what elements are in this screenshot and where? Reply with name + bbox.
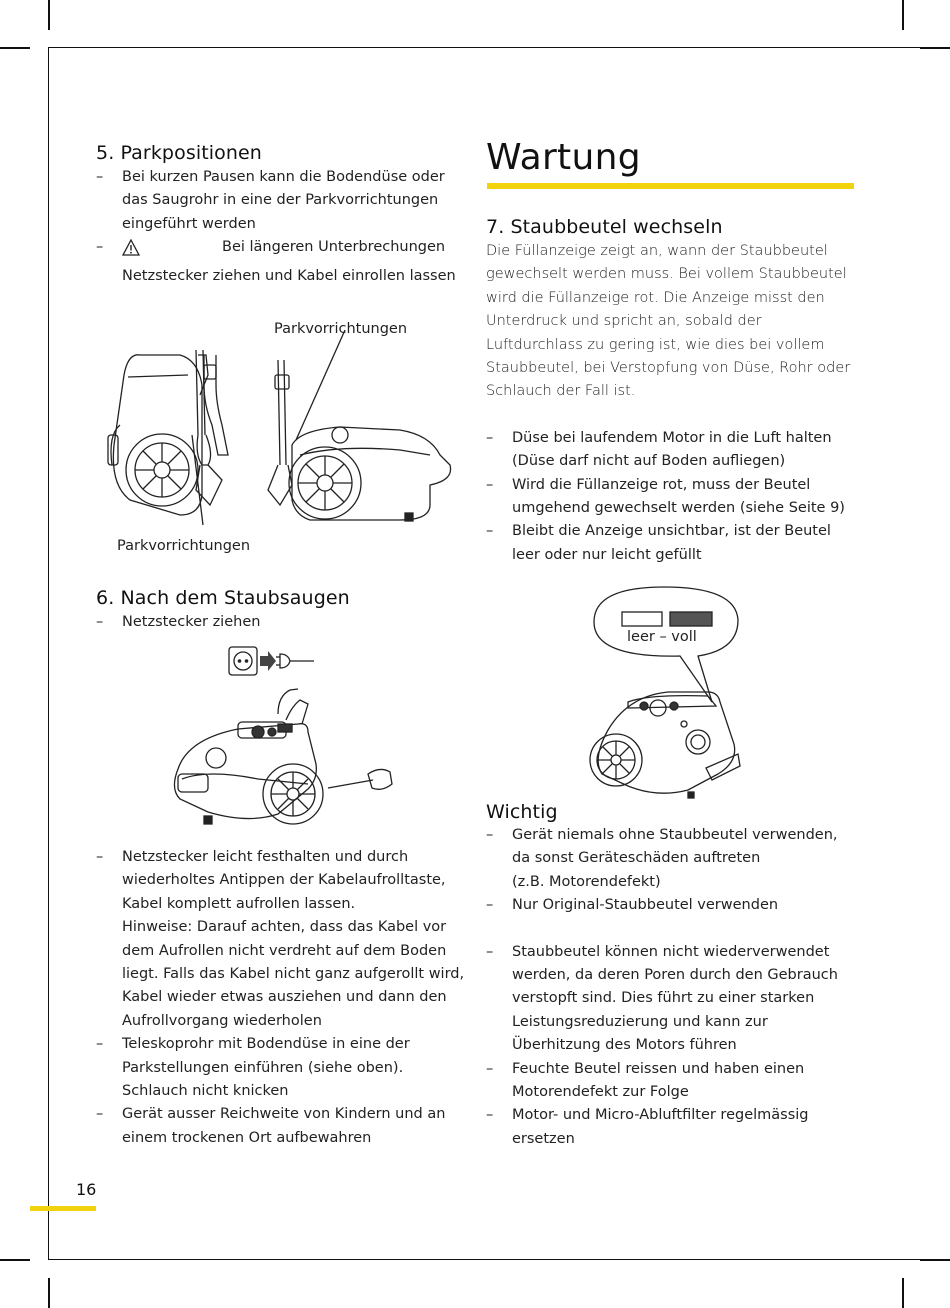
section-heading-after: 6. Nach dem Staubsaugen	[96, 587, 350, 609]
section-important	[486, 801, 858, 1151]
list-item-text: – Nur Original-Staubbeutel verwenden	[512, 897, 779, 914]
title-underline	[487, 183, 854, 189]
crop-mark	[0, 47, 30, 49]
list-item: – Feuchte Beutel reissen und haben einen Motorendefekt zur Folge	[486, 1058, 858, 1105]
label-park-top: Parkvorrichtungen	[274, 321, 408, 337]
plug-socket-icon	[228, 646, 318, 680]
page-number: 16	[76, 1180, 97, 1199]
list-item: – Motor- und Micro-Abluftfilter regelmässig ersetzen	[486, 1104, 858, 1151]
list-item-text: – Teleskoprohr mit Bodendüse in eine der Parkstellungen einführen (siehe oben). Schlauch nicht knicken	[122, 1036, 410, 1100]
page-frame-bottom	[48, 1259, 920, 1260]
section-after-steps	[96, 846, 466, 1150]
list-item	[96, 846, 466, 1033]
label-park-bottom: Parkvorrichtungen	[117, 538, 251, 554]
list-item: – Staubbeutel können nicht wiederverwendet werden, da deren Poren durch den Gebrauch verstopft sind. Dies führt zu einer starken Leistungsreduzierung und kann zur Überhitzung des Motors führen	[486, 941, 858, 1058]
page-title: Wartung	[486, 137, 641, 178]
indicator-label: leer – voll	[627, 629, 697, 645]
section-heading-important: Wichtig	[486, 801, 558, 823]
bag-intro: Die Füllanzeige zeigt an, wann der Staubbeutel gewechselt werden muss. Bei vollem Staubbeutel wird die Füllanzeige rot. Die Anzeige misst den Unterdruck und spricht an, sobald der Luftdurchlass zu gering ist, wie dies bei vollem Staubbeutel, bei Verstopfung von Düse, Rohr oder Schlauch der Fall ist.	[486, 243, 851, 400]
list-item: – Wird die Füllanzeige rot, muss der Beutel umgehend gewechselt werden (siehe Seite 9)	[486, 474, 858, 521]
crop-mark	[920, 1259, 950, 1261]
page-number-bar	[30, 1206, 96, 1211]
list-item	[96, 1033, 466, 1103]
list-item	[486, 894, 858, 917]
crop-mark	[48, 0, 50, 30]
list-item: – Düse bei laufendem Motor in die Luft halten (Düse darf nicht auf Boden aufliegen)	[486, 427, 858, 474]
section-heading-park: 5. Parkpositionen	[96, 142, 262, 164]
crop-mark	[0, 1259, 30, 1261]
page-frame-left	[48, 47, 49, 1260]
vacuum-cord-illustration	[168, 684, 398, 834]
list-item-text: – Gerät niemals ohne Staubbeutel verwenden, da sonst Geräteschäden auftreten	[512, 827, 838, 867]
crop-mark	[902, 0, 904, 30]
list-item-text: (z.B. Motorendefekt)	[512, 873, 661, 890]
section-after	[96, 587, 466, 634]
section-title	[486, 137, 856, 178]
list-item-text: – Netzstecker leicht festhalten und durch wiederholtes Antippen der Kabelaufrolltaste, Kabel komplett aufrollen lassen.	[122, 849, 446, 912]
warning-triangle-icon	[122, 236, 222, 264]
crop-mark	[48, 1278, 50, 1308]
list-item	[486, 824, 858, 894]
list-item: – Bleibt die Anzeige unsichtbar, ist der Beutel leer oder nur leicht gefüllt	[486, 520, 858, 567]
park-illustration	[100, 315, 460, 555]
list-item	[96, 236, 466, 288]
list-item-text: Bei längeren Unterbrechungen Netzstecker ziehen und Kabel einrollen lassen	[122, 239, 456, 284]
crop-mark	[902, 1278, 904, 1308]
section-heading-bag: 7. Staubbeutel wechseln	[486, 216, 723, 238]
page-frame-top	[48, 47, 920, 48]
list-item-text: Hinweise: Darauf achten, dass das Kabel vor dem Aufrollen nicht verdreht auf dem Boden liegt. Falls das Kabel nicht ganz aufgerollt wird, Kabel wieder etwas ausziehen und dann den Aufrollvorgang wiederholen	[122, 919, 465, 1029]
list-item: – Netzstecker ziehen	[96, 611, 466, 634]
crop-mark	[920, 47, 950, 49]
list-item-text: – Gerät ausser Reichweite von Kindern und an einem trockenen Ort aufbewahren	[122, 1106, 446, 1146]
section-bag	[486, 216, 858, 567]
fill-indicator-illustration	[588, 584, 748, 806]
list-item: – Bei kurzen Pausen kann die Bodendüse oder das Saugrohr in eine der Parkvorrichtungen eingeführt werden	[96, 166, 466, 236]
list-item	[96, 1103, 466, 1150]
section-park	[96, 142, 466, 288]
